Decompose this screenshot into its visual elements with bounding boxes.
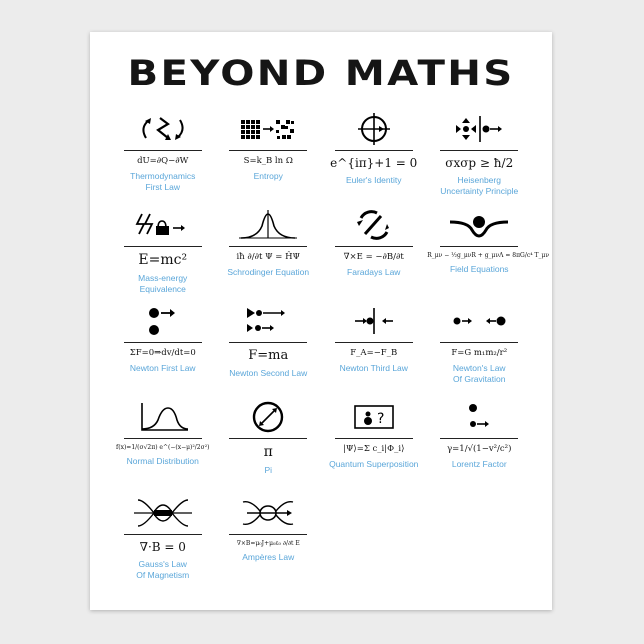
equation-label: Ampères Law <box>242 552 295 562</box>
formula: E=mc² <box>138 252 188 268</box>
equation-card <box>321 104 427 200</box>
formula: γ=1/√(1−v²/c²) <box>447 444 512 454</box>
poster <box>90 32 552 610</box>
equation-label: Field Equations <box>449 264 509 274</box>
equation-card <box>110 392 216 488</box>
divider <box>124 534 202 535</box>
equation-label: Schrodinger Equation <box>227 267 310 277</box>
divider <box>229 534 307 535</box>
equation-card <box>216 488 322 584</box>
magnetic-field-icon <box>132 496 194 530</box>
equation-label: Newton Third Law <box>339 363 408 373</box>
uncertainty-arrows-icon <box>448 112 510 146</box>
equation-label: Gauss's Law Of Magnetism <box>136 559 190 580</box>
formula: ∇·B = 0 <box>139 540 186 554</box>
equation-label: Newton's Law Of Gravitation <box>452 363 506 384</box>
divider <box>335 438 413 439</box>
divider <box>335 150 413 151</box>
circle-diameter-icon <box>237 400 299 434</box>
divider <box>440 342 518 343</box>
divider <box>335 246 413 247</box>
divider <box>124 150 202 151</box>
gravitation-icon <box>448 304 510 338</box>
equation-card <box>216 200 322 296</box>
svg-text:?: ? <box>376 411 385 427</box>
entropy-grid-icon <box>237 112 299 146</box>
divider <box>229 438 307 439</box>
equation-card <box>427 392 533 488</box>
newton-second-law-icon <box>237 304 299 338</box>
divider <box>124 246 202 247</box>
equation-card <box>110 200 216 296</box>
faraday-induction-icon <box>343 208 405 242</box>
divider <box>229 150 307 151</box>
mass-energy-icon <box>132 208 194 242</box>
poster-title: BEYOND MATHS <box>127 54 515 94</box>
equation-label: Heisenberg Uncertainty Principle <box>440 175 519 196</box>
formula: ∇×B=μ₀J+μ₀ε₀ ∂/∂t E <box>236 540 300 547</box>
equation-card <box>321 296 427 392</box>
equation-label: Newton First Law <box>129 363 196 373</box>
divider <box>229 342 307 343</box>
formula: F=G m₁m₂/r² <box>451 348 508 358</box>
formula: f(x)=1/(σ√2π) e^(−(x−μ)²/2σ²) <box>116 444 210 451</box>
wave-packet-icon <box>237 208 299 242</box>
formula: σxσp ≥ ħ/2 <box>445 156 514 170</box>
formula: π <box>263 444 273 460</box>
crosshair-circle-icon <box>343 112 405 146</box>
divider <box>440 246 518 247</box>
bell-curve-icon <box>132 400 194 434</box>
equation-label: Thermodynamics First Law <box>130 171 196 192</box>
equation-card <box>427 104 533 200</box>
equation-card <box>110 104 216 200</box>
formula: ∇×E = −∂B/∂t <box>343 252 404 262</box>
formula: ΣF=0⇒dv/dt=0 <box>129 348 196 358</box>
formula: dU=∂Q−∂W <box>137 156 189 166</box>
equation-label: Quantum Superposition <box>329 459 419 469</box>
equation-card <box>216 104 322 200</box>
quantum-box-icon <box>343 400 405 434</box>
equation-card <box>321 392 427 488</box>
formula: R_μν − ½g_μνR + g_μνΛ = 8πG/c⁴ T_μν <box>427 252 550 259</box>
equation-label: Pi <box>264 465 273 475</box>
thermodynamics-cycle-icon <box>132 112 194 146</box>
formula: |Ψ⟩=Σ c_i|Φ_i⟩ <box>343 444 405 454</box>
equation-card <box>110 296 216 392</box>
equation-card <box>427 200 550 296</box>
equation-label: Euler's Identity <box>346 175 402 185</box>
newton-third-law-icon <box>343 304 405 338</box>
formula: e^{iπ}+1 = 0 <box>330 156 418 170</box>
equation-card <box>216 296 322 392</box>
divider <box>335 342 413 343</box>
divider <box>229 246 307 247</box>
divider <box>440 150 518 151</box>
equation-label: Newton Second Law <box>229 368 308 378</box>
equation-label: Faradays Law <box>347 267 401 277</box>
equation-card <box>321 200 427 296</box>
equation-card <box>427 296 533 392</box>
equation-label: Normal Distribution <box>126 456 199 466</box>
equation-card <box>216 392 322 488</box>
moving-particle-icon <box>448 400 510 434</box>
equation-label: Lorentz Factor <box>451 459 507 469</box>
current-field-icon <box>237 496 299 530</box>
divider <box>440 438 518 439</box>
formula: S=k_B ln Ω <box>243 156 293 166</box>
formula: F=ma <box>248 348 289 363</box>
equation-label: Mass-energy Equivalence <box>138 273 188 294</box>
equation-card <box>110 488 216 584</box>
newton-first-law-icon <box>132 304 194 338</box>
spacetime-curvature-icon <box>448 208 510 242</box>
equation-grid <box>110 104 550 584</box>
divider <box>124 342 202 343</box>
formula: iħ ∂/∂t Ψ = ĤΨ <box>236 252 300 262</box>
divider <box>124 438 202 439</box>
equation-label: Entropy <box>253 171 283 181</box>
formula: F_A=−F_B <box>350 348 398 358</box>
